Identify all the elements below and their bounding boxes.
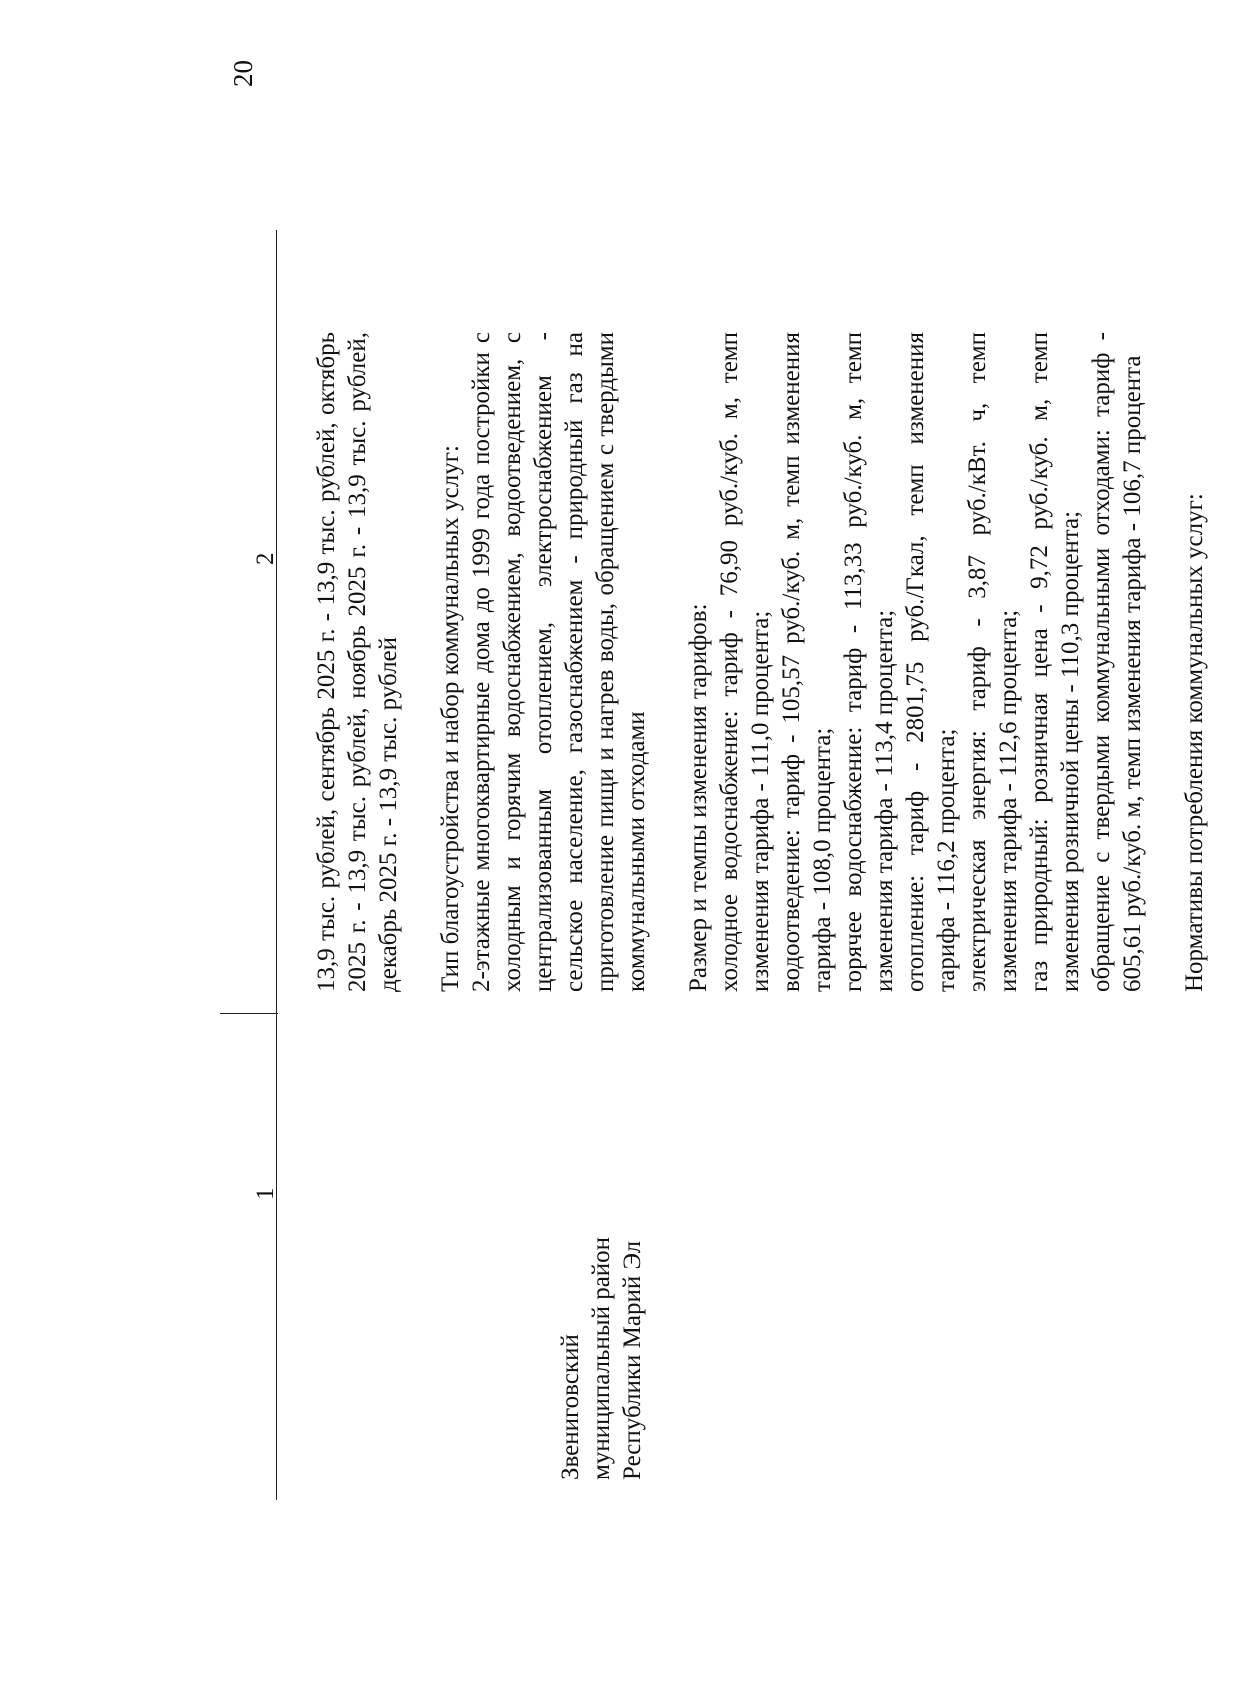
column-header-1: 1 <box>252 1187 279 1200</box>
income-text: 13,9 тыс. рублей, сентябрь 2025 г. - 13,9 тыс. рублей, октябрь 2025 г. - 13,9 тыс. рублей, ноябрь 2025 г. - 13,9 тыс. рублей, декабрь 2025 г. - 13,9 тыс. рублей <box>313 332 402 992</box>
income-block <box>311 332 404 992</box>
column-header-2: 2 <box>252 552 279 565</box>
region-line-1: Звениговский <box>557 1334 584 1480</box>
housing-title: Тип благоустройства и набор коммунальных услуг: <box>437 445 464 992</box>
tariff-item: отопление: тариф - 2801,75 руб./Гкал, темп изменения тарифа - 116,2 процента; <box>902 332 960 992</box>
region-cell <box>555 1040 648 1480</box>
details-cell <box>311 332 1241 992</box>
tariffs-title: Размер и темпы изменения тарифов: <box>685 603 712 992</box>
rotated-page <box>220 60 1208 1500</box>
tariff-item: электрическая энергия: тариф - 3,87 руб./кВт. ч, темп изменения тарифа - 112,6 процента; <box>964 332 1022 992</box>
norms-block <box>1179 332 1210 992</box>
region-line-3: Республики Марий Эл <box>619 1240 646 1480</box>
tariffs-block <box>683 332 1148 992</box>
housing-block <box>435 332 652 992</box>
page-number: 20 <box>228 60 258 87</box>
tariff-item: обращение с твердыми коммунальными отходами: тариф - 605,61 руб./куб. м, темп изменения тарифа - 106,7 процента <box>1088 332 1146 992</box>
table-header-rule <box>276 230 277 1500</box>
housing-text: 2-этажные многоквартирные дома до 1999 года постройки с холодным и горячим водоснабжением, водоотведением, с централизованным отоплением, электроснабжением - сельское население, газоснабжением - природный газ на приготовление пищи и нагрев воды, обращением с твердыми коммунальными отходами <box>468 332 650 992</box>
norms-title: Нормативы потребления коммунальных услуг: <box>1181 493 1208 992</box>
region-line-2: муниципальный район <box>588 1236 615 1480</box>
tariff-item: газ природный: розничная цена - 9,72 руб./куб. м, темп изменения розничной цены - 110,3 процента; <box>1026 332 1084 992</box>
column-divider <box>220 1013 278 1014</box>
tariff-item: горячее водоснабжение: тариф - 113,33 руб./куб. м, темп изменения тарифа - 113,4 процента; <box>840 332 898 992</box>
tariff-item: холодное водоснабжение: тариф - 76,90 руб./куб. м, темп изменения тарифа - 111,0 процента; <box>716 332 774 992</box>
tariff-item: водоотведение: тариф - 105,57 руб./куб. м, темп изменения тарифа - 108,0 процента; <box>778 332 836 992</box>
